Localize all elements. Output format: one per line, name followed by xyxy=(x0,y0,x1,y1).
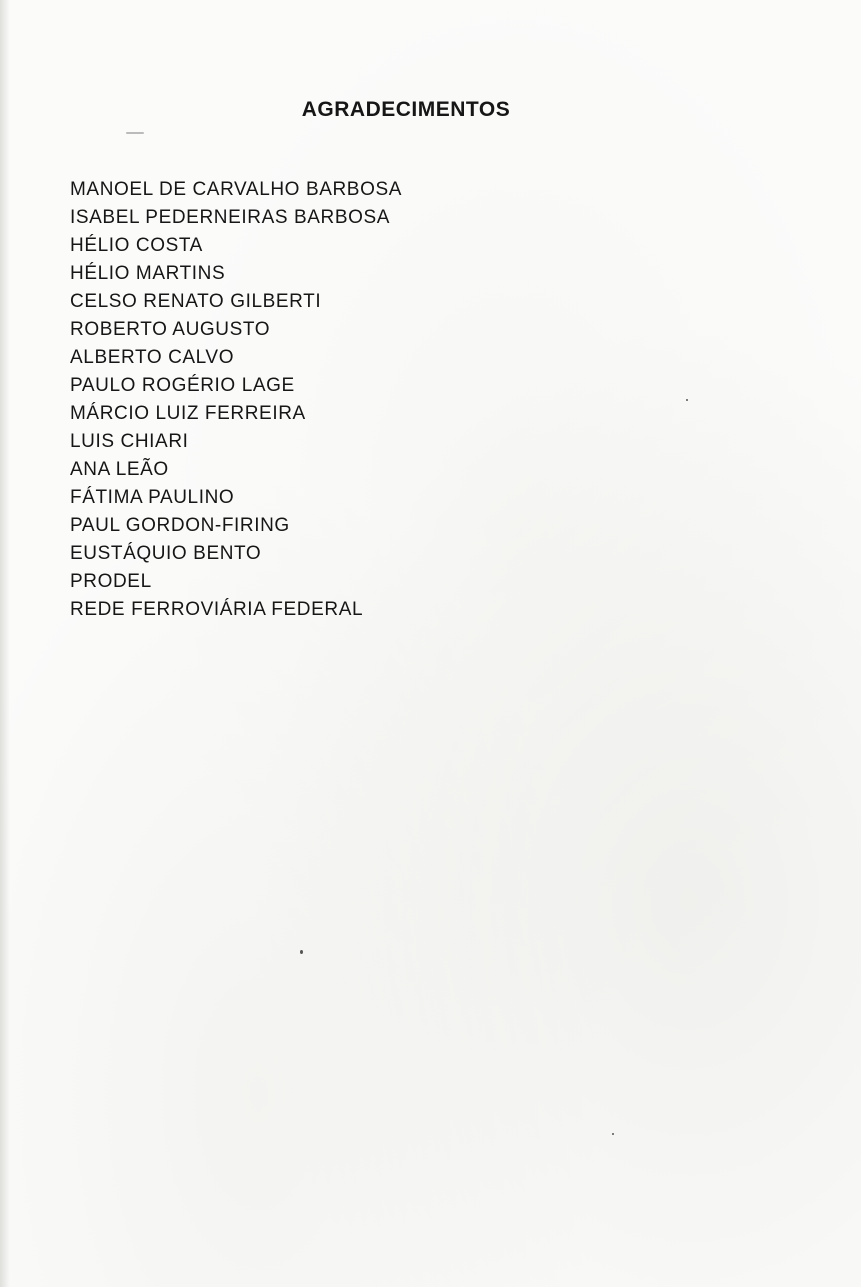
acknowledged-name: CELSO RENATO GILBERTI xyxy=(70,291,322,312)
acknowledged-name: LUIS CHIARI xyxy=(70,431,189,452)
acknowledged-name: EUSTÁQUIO BENTO xyxy=(70,543,262,564)
acknowledged-name: FÁTIMA PAULINO xyxy=(70,487,235,508)
acknowledged-name: ANA LEÃO xyxy=(70,459,169,480)
acknowledged-name: HÉLIO COSTA xyxy=(70,235,203,256)
acknowledged-name: PAULO ROGÉRIO LAGE xyxy=(70,375,295,396)
paper-speck xyxy=(686,399,688,401)
acknowledged-name: ALBERTO CALVO xyxy=(70,347,235,368)
page-title: AGRADECIMENTOS xyxy=(301,98,511,121)
acknowledged-name: MANOEL DE CARVALHO BARBOSA xyxy=(70,179,403,200)
page-edge-shadow xyxy=(0,0,10,1287)
acknowledged-name: PAUL GORDON-FIRING xyxy=(70,515,290,536)
acknowledged-name: REDE FERROVIÁRIA FEDERAL xyxy=(70,599,364,620)
acknowledged-name: MÁRCIO LUIZ FERREIRA xyxy=(70,403,306,424)
acknowledgements-list xyxy=(70,176,402,624)
acknowledged-name: ISABEL PEDERNEIRAS BARBOSA xyxy=(70,207,391,228)
paper-speck xyxy=(300,950,303,954)
acknowledged-name: PRODEL xyxy=(70,571,152,592)
paper-speck xyxy=(126,132,144,134)
paper-speck xyxy=(612,1133,614,1135)
acknowledged-name: ROBERTO AUGUSTO xyxy=(70,319,271,340)
acknowledged-name: HÉLIO MARTINS xyxy=(70,263,226,284)
